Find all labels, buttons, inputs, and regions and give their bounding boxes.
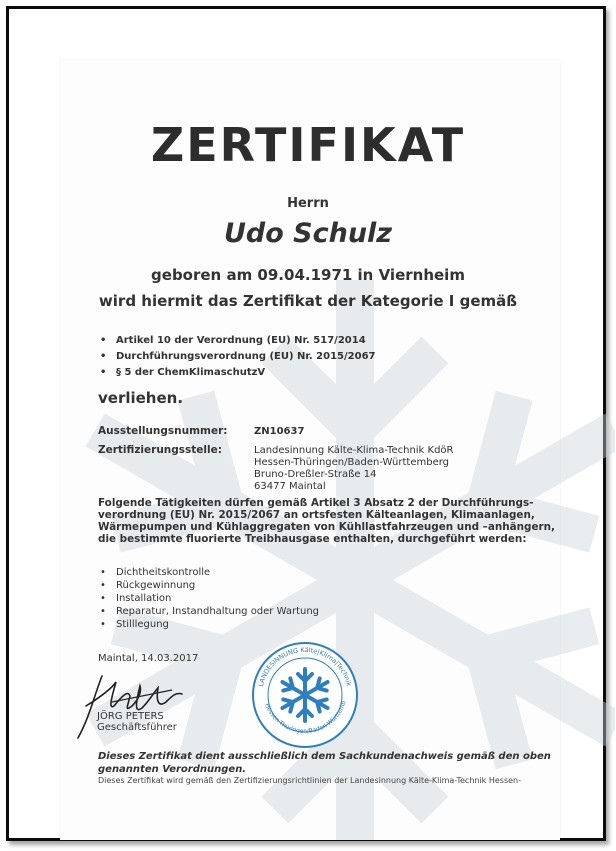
granted-text: verliehen.	[98, 389, 184, 407]
svg-text:Hessen-Thüringen/Baden-Württem: Hessen-Thüringen/Baden-Württemb	[263, 699, 348, 735]
activity-item: • Installation	[100, 593, 172, 604]
regulation-item: • Durchführungsverordnung (EU) Nr. 2015/2067	[100, 351, 376, 362]
place-date: Maintal, 14.03.2017	[98, 653, 199, 664]
activities-intro: Folgende Tätigkeiten dürfen gemäß Artikel 3 Absatz 2 der Durchführungs- verordnung (EU) Nr. 2015/2067 an ortsfesten Kälteanlagen, Klimaanlagen, Wärmepumpen und Kühlaggregaten von Kühllastfahrzeugen und –anhängern, die bestimmte fluorierte Treibhausgase enthalten, durchgeführt werden:	[98, 497, 556, 545]
activity-item: • Stilllegung	[100, 619, 169, 630]
regulation-list	[100, 333, 376, 381]
certificate-title: ZERTIFIKAT	[150, 118, 466, 172]
regulation-item: • Artikel 10 der Verordnung (EU) Nr. 517/2014	[100, 335, 366, 346]
activity-item: • Reparatur, Instandhaltung oder Wartung	[100, 606, 320, 617]
recipient-name: Udo Schulz	[223, 218, 393, 249]
svg-text:LANDESINNUNG Kälte|Klima|Techn: LANDESINNUNG Kälte|Klima|Technik	[256, 645, 354, 688]
signer-role: Geschäftsführer	[97, 722, 177, 733]
footer-note: Dieses Zertifikat dient ausschließlich dem Sachkundenachweis gemäß den oben genannten Verordnungen.	[98, 751, 551, 775]
salutation: Herrn	[287, 196, 329, 211]
issue-number-label: Ausstellungsnummer:	[98, 425, 228, 437]
certification-body-label: Zertifizierungsstelle:	[98, 444, 222, 456]
activity-list	[100, 566, 319, 631]
signer-block	[97, 711, 177, 733]
intro-text: wird hiermit das Zertifikat der Kategorie I gemäß	[98, 292, 518, 310]
footer-small-print: Dieses Zertifikat wird gemäß den Zertifizierungsrichtlinien der Landesinnung Kälte-Klima-Technik Hessen-	[98, 776, 522, 785]
birth-info: geboren am 09.04.1971 in Viernheim	[151, 266, 465, 284]
issue-number: ZN10637	[254, 426, 305, 437]
activity-item: • Rückgewinnung	[100, 580, 196, 591]
certification-body-address: Landesinnung Kälte-Klima-Technik KdöR Hessen-Thüringen/Baden-Württemberg Bruno-Dreßler-Straße 14 63477 Maintal	[254, 445, 454, 492]
guild-seal	[250, 640, 360, 750]
activity-item: • Dichtheitskontrolle	[100, 567, 211, 578]
regulation-item: • § 5 der ChemKlimaschutzV	[100, 367, 266, 378]
signer-name: JÖRG PETERS	[97, 711, 164, 722]
